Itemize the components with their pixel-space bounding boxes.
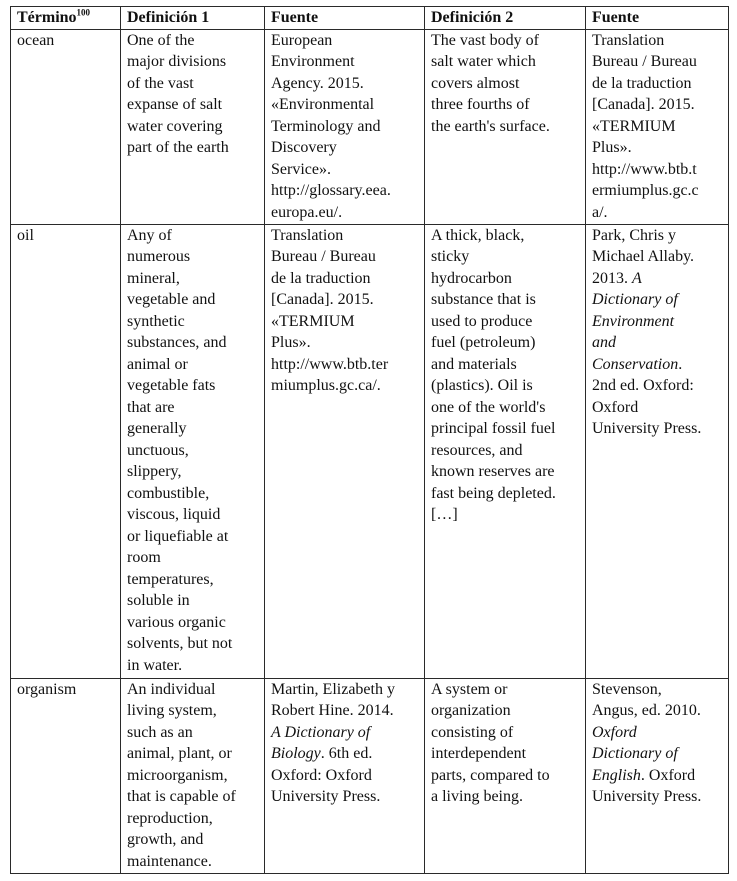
definition-1-cell — [121, 29, 265, 224]
table-row — [11, 224, 729, 678]
header-definicion-1: Definición 1 — [121, 7, 265, 30]
text-line: viscous, liquid — [127, 506, 221, 523]
italic-title: English — [592, 766, 641, 784]
text-line: maintenance. — [127, 852, 212, 870]
citation-text: . — [678, 355, 683, 373]
citation-line — [271, 354, 418, 376]
citation-text: Oxford — [592, 398, 639, 416]
citation-text: miumplus.gc.ca/. — [271, 377, 381, 394]
citation-line — [592, 743, 722, 765]
citation-line — [592, 679, 722, 701]
citation-line — [271, 225, 418, 247]
citation-line — [271, 375, 418, 397]
text-line: vegetable and — [127, 291, 216, 308]
citation-text: University Press. — [592, 788, 702, 805]
citation-line — [592, 354, 722, 376]
text-line: such as an — [127, 723, 193, 741]
text-line: hydrocarbon — [431, 269, 512, 287]
citation-line — [271, 94, 418, 116]
header-termino — [11, 7, 121, 30]
citation-line — [592, 418, 722, 440]
citation-text: Terminology and — [271, 117, 381, 135]
source-1-cell — [265, 29, 425, 224]
citation-text: a/. — [592, 203, 608, 221]
text-line: in water. — [127, 656, 183, 674]
source-2-cell — [586, 224, 729, 678]
text-line: Any of — [127, 226, 172, 244]
source-2-cell — [586, 29, 729, 224]
citation-text: de la traduction — [271, 269, 371, 287]
definition-1-cell — [121, 678, 265, 873]
text-line: growth, and — [127, 831, 204, 848]
text-line: and materials — [431, 355, 517, 373]
text-line: that is capable of — [127, 788, 236, 805]
text-line: (plastics). Oil is — [431, 377, 533, 394]
text-line: One of the — [127, 31, 195, 49]
source-1-cell — [265, 224, 425, 678]
header-fuente-1: Fuente — [265, 7, 425, 30]
text-line: the earth's surface. — [431, 117, 550, 135]
text-line: substance that is — [431, 291, 536, 308]
citation-text: europa.eu/. — [271, 203, 343, 221]
text-line: of the vast — [127, 74, 194, 92]
citation-line — [592, 700, 722, 722]
header-fuente-2: Fuente — [586, 7, 729, 30]
citation-text: «TERMIUM — [592, 117, 676, 135]
citation-line — [592, 225, 722, 247]
citation-line — [271, 246, 418, 268]
citation-line — [271, 289, 418, 311]
citation-line — [271, 786, 418, 808]
text-line: room — [127, 549, 161, 566]
citation-line — [271, 268, 418, 290]
citation-text: Agency. 2015. — [271, 74, 364, 92]
text-line: substances, and — [127, 334, 227, 351]
text-line: The vast body of — [431, 31, 539, 49]
citation-line — [592, 116, 722, 138]
text-line: organization — [431, 702, 511, 719]
citation-text: Translation — [271, 226, 344, 244]
table-row — [11, 29, 729, 224]
text-line: principal fossil fuel — [431, 420, 556, 437]
text-line: animal or — [127, 355, 188, 373]
citation-text: University Press. — [592, 420, 702, 437]
text-line: interdependent — [431, 745, 527, 762]
citation-line — [271, 202, 418, 224]
definition-2-cell — [425, 678, 586, 873]
citation-line — [271, 332, 418, 354]
text-line: temperatures, — [127, 570, 214, 588]
text-line: consisting of — [431, 723, 514, 741]
italic-title: Biology — [271, 745, 321, 762]
citation-line — [271, 679, 418, 701]
text-line: unctuous, — [127, 441, 189, 459]
text-line: that are — [127, 398, 175, 416]
text-line: mineral, — [127, 269, 180, 287]
italic-title: Conservation — [592, 355, 679, 373]
text-line: a living being. — [431, 788, 523, 805]
citation-text: [Canada]. 2015. — [271, 291, 374, 308]
citation-text: ermiumplus.gc.c — [592, 182, 699, 199]
text-line: synthetic — [127, 312, 185, 330]
citation-line — [592, 375, 722, 397]
citation-text: Oxford: Oxford — [271, 766, 372, 784]
text-line: generally — [127, 420, 187, 437]
citation-text: Translation — [592, 31, 665, 49]
italic-title: Dictionary of — [592, 745, 678, 762]
citation-text: Bureau / Bureau — [271, 248, 376, 265]
citation-text: http://glossary.eea. — [271, 182, 391, 199]
source-2-cell — [586, 678, 729, 873]
citation-line — [271, 765, 418, 787]
citation-text: Service». — [271, 160, 331, 178]
citation-line — [592, 30, 722, 52]
citation-line — [271, 743, 418, 765]
text-line: various organic — [127, 613, 226, 631]
citation-line — [592, 397, 722, 419]
citation-line — [592, 51, 722, 73]
text-line: sticky — [431, 248, 470, 265]
text-line: animal, plant, or — [127, 745, 232, 762]
citation-line — [271, 180, 418, 202]
footnote-marker: 100 — [76, 7, 91, 18]
text-line: vegetable fats — [127, 377, 216, 394]
citation-line — [271, 73, 418, 95]
citation-text: . Oxford — [640, 766, 696, 784]
text-line: known reserves are — [431, 463, 555, 480]
citation-text: Martin, Elizabeth y — [271, 680, 395, 698]
italic-title: A Dictionary of — [271, 723, 371, 741]
text-line: water covering — [127, 117, 223, 135]
citation-line — [271, 30, 418, 52]
citation-text: . 6th ed. — [320, 745, 373, 762]
citation-line — [592, 137, 722, 159]
citation-text: «TERMIUM — [271, 312, 355, 330]
text-line: used to produce — [431, 312, 533, 330]
text-line: living system, — [127, 702, 217, 719]
header-definicion-2: Definición 2 — [425, 7, 586, 30]
text-line: soluble in — [127, 592, 190, 609]
text-line: solvents, but not — [127, 635, 233, 652]
citation-text: Stevenson, — [592, 680, 662, 698]
italic-title: Oxford — [592, 723, 637, 741]
text-line: expanse of salt — [127, 96, 223, 113]
citation-text: University Press. — [271, 788, 381, 805]
definition-2-cell — [425, 224, 586, 678]
citation-line — [271, 722, 418, 744]
text-line: parts, compared to — [431, 766, 550, 784]
citation-text: Bureau / Bureau — [592, 53, 697, 70]
citation-text: [Canada]. 2015. — [592, 96, 695, 113]
citation-text: Environment — [271, 53, 355, 70]
text-line: salt water which — [431, 53, 536, 70]
citation-line — [592, 289, 722, 311]
citation-text: 2013. — [592, 269, 632, 287]
citation-text: 2nd ed. Oxford: — [592, 377, 694, 394]
citation-line — [271, 137, 418, 159]
citation-line — [271, 116, 418, 138]
text-line: combustible, — [127, 484, 210, 502]
italic-title: and — [592, 334, 616, 351]
citation-line — [271, 311, 418, 333]
italic-title: Environment — [592, 312, 675, 330]
citation-line — [592, 722, 722, 744]
citation-text: Michael Allaby. — [592, 248, 695, 265]
citation-text: Park, Chris y — [592, 226, 676, 244]
citation-line — [592, 311, 722, 333]
header-row — [11, 7, 729, 30]
text-line: three fourths of — [431, 96, 530, 113]
citation-line — [592, 202, 722, 224]
text-line: An individual — [127, 680, 216, 698]
citation-line — [592, 73, 722, 95]
citation-text: «Environmental — [271, 96, 375, 113]
term-cell: ocean — [11, 29, 121, 224]
citation-text: European — [271, 31, 333, 49]
citation-line — [592, 180, 722, 202]
text-line: fuel (petroleum) — [431, 334, 536, 351]
citation-text: Discovery — [271, 139, 337, 156]
citation-text: Angus, ed. 2010. — [592, 702, 701, 719]
text-line: A system or — [431, 680, 508, 698]
citation-text: http://www.btb.t — [592, 160, 697, 178]
term-cell: organism — [11, 678, 121, 873]
terminology-table — [10, 6, 729, 874]
citation-line — [592, 268, 722, 290]
term-cell: oil — [11, 224, 121, 678]
text-line: microorganism, — [127, 766, 228, 784]
text-line: reproduction, — [127, 809, 213, 827]
citation-line — [271, 700, 418, 722]
citation-line — [271, 159, 418, 181]
citation-text: Plus». — [271, 334, 311, 351]
citation-line — [592, 332, 722, 354]
citation-line — [592, 786, 722, 808]
citation-text: Robert Hine. 2014. — [271, 702, 394, 719]
citation-line — [592, 94, 722, 116]
text-line: major divisions — [127, 53, 227, 70]
citation-line — [271, 51, 418, 73]
text-line: A thick, black, — [431, 226, 525, 244]
citation-text: de la traduction — [592, 74, 692, 92]
citation-text: http://www.btb.ter — [271, 355, 389, 373]
citation-line — [592, 159, 722, 181]
text-line: slippery, — [127, 463, 182, 480]
definition-1-cell — [121, 224, 265, 678]
italic-title: A — [632, 269, 642, 287]
text-line: resources, and — [431, 441, 523, 459]
text-line: numerous — [127, 248, 191, 265]
table-row — [11, 678, 729, 873]
text-line: fast being depleted. — [431, 484, 556, 502]
header-termino-label: Término — [17, 9, 77, 26]
text-line: one of the world's — [431, 398, 546, 416]
text-line: or liquefiable at — [127, 527, 229, 545]
text-line: part of the earth — [127, 139, 229, 156]
citation-line — [592, 246, 722, 268]
source-1-cell — [265, 678, 425, 873]
italic-title: Dictionary of — [592, 291, 678, 308]
citation-text: Plus». — [592, 139, 632, 156]
definition-2-cell — [425, 29, 586, 224]
text-line: covers almost — [431, 74, 520, 92]
text-line: […] — [431, 506, 458, 523]
citation-line — [592, 765, 722, 787]
